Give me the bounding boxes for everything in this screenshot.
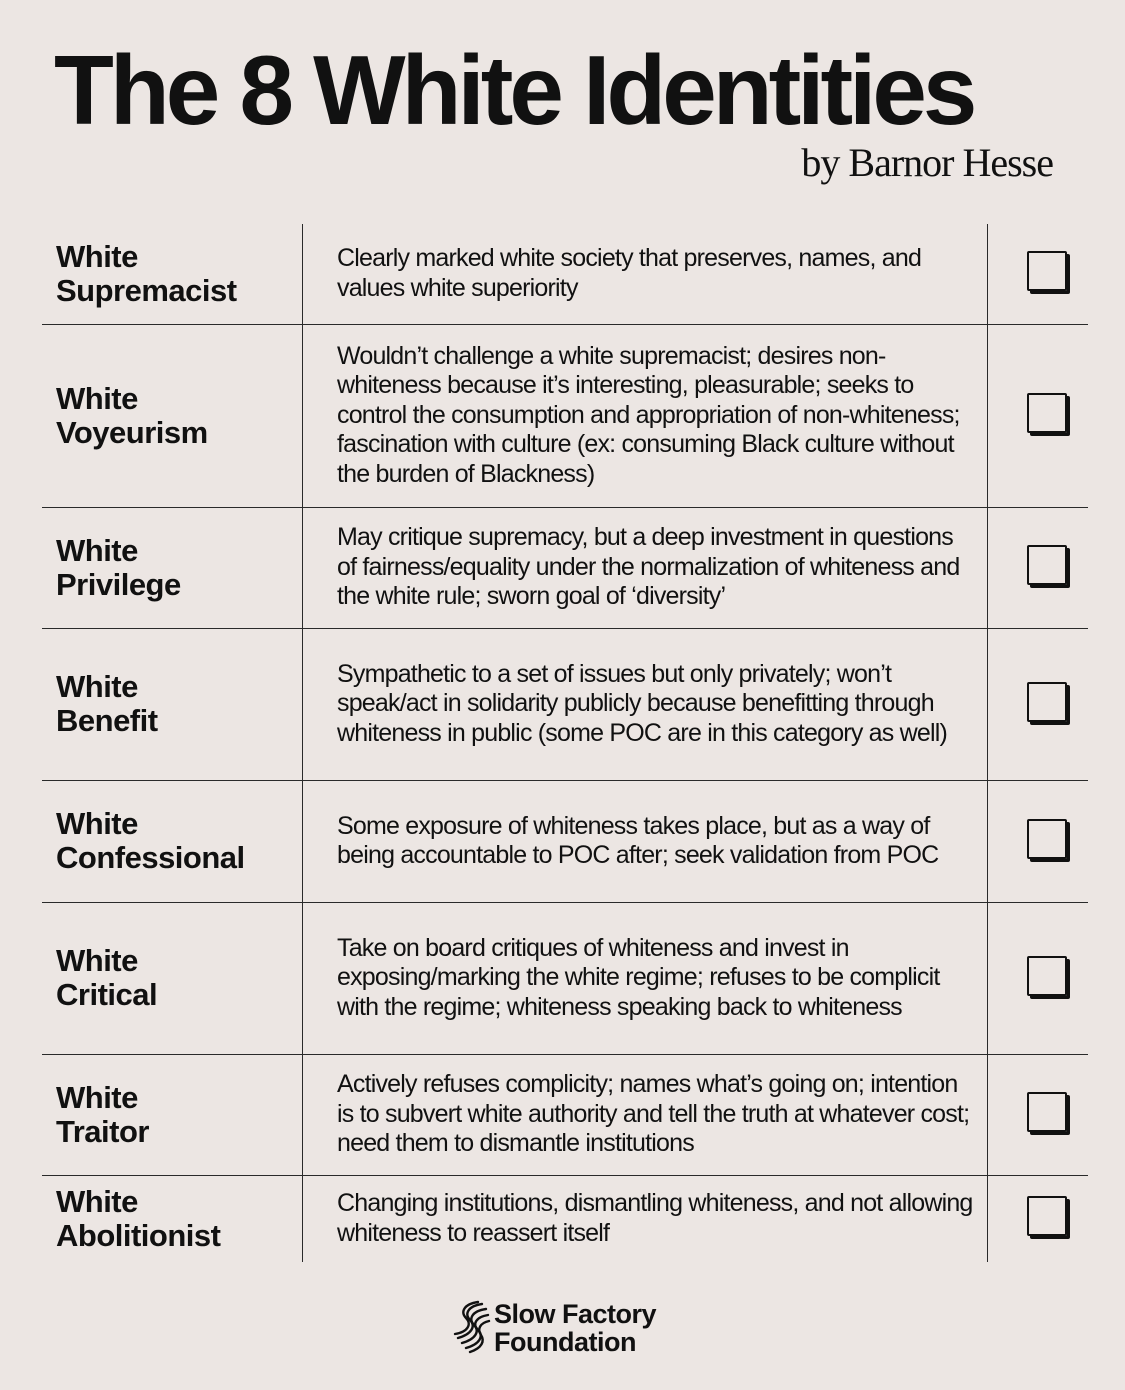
footer-logo [452,1300,656,1356]
checkbox[interactable] [1027,819,1067,859]
table-row [42,628,1088,780]
checkbox[interactable] [1027,393,1067,433]
byline: by Barnor Hesse [801,140,1053,185]
table-row [42,780,1088,902]
checkbox[interactable] [1027,682,1067,722]
page-title: The 8 White Identities [54,35,974,145]
checkbox[interactable] [1027,1196,1067,1236]
identity-description: May critique supremacy, but a deep investment in questions of fairness/equality under the normalization of whiteness and the white rule; sworn goal of ‘diversity’ [303,507,988,628]
identity-name: White Traitor [42,1054,303,1175]
slow-factory-logo-icon [452,1300,492,1356]
identity-name: White Abolitionist [42,1175,303,1262]
identity-name: White Benefit [42,628,303,780]
table-row [42,1054,1088,1175]
table-row [42,1175,1088,1262]
identity-description: Actively refuses complicity; names what’s going on; intention is to subvert white authority and tell the truth at whatever cost; need them to dismantle institutions [303,1054,988,1175]
identity-description: Changing institutions, dismantling whiteness, and not allowing whiteness to reassert itself [303,1175,988,1262]
identity-description: Sympathetic to a set of issues but only privately; won’t speak/act in solidarity publicly because benefitting through whiteness in public (some POC are in this category as well) [303,628,988,780]
identity-description: Wouldn’t challenge a white supremacist; desires non-whiteness because it’s interesting, pleasurable; seeks to control the consumption and appropriation of non-whiteness; fascination with culture (ex: consuming Black culture without the burden of Blackness) [303,324,988,507]
checkbox[interactable] [1027,1092,1067,1132]
table-row [42,902,1088,1054]
checkbox[interactable] [1027,956,1067,996]
identity-name: White Voyeurism [42,324,303,507]
identity-name: White Confessional [42,780,303,902]
identity-name: White Supremacist [42,224,303,324]
checkbox[interactable] [1027,545,1067,585]
identities-table [42,224,1088,1262]
identity-name: White Privilege [42,507,303,628]
table-row [42,324,1088,507]
checkbox[interactable] [1027,251,1067,291]
table-row [42,224,1088,324]
identity-name: White Critical [42,902,303,1054]
table-row [42,507,1088,628]
identity-description: Clearly marked white society that preserves, names, and values white superiority [337,244,922,302]
identity-description: Some exposure of whiteness takes place, but as a way of being accountable to POC after; seek validation from POC [303,780,988,902]
identity-description: Take on board critiques of whiteness and invest in exposing/marking the white regime; refuses to be complicit with the regime; whiteness speaking back to whiteness [303,902,988,1054]
footer-wordmark: Slow Factory Foundation [494,1299,657,1357]
